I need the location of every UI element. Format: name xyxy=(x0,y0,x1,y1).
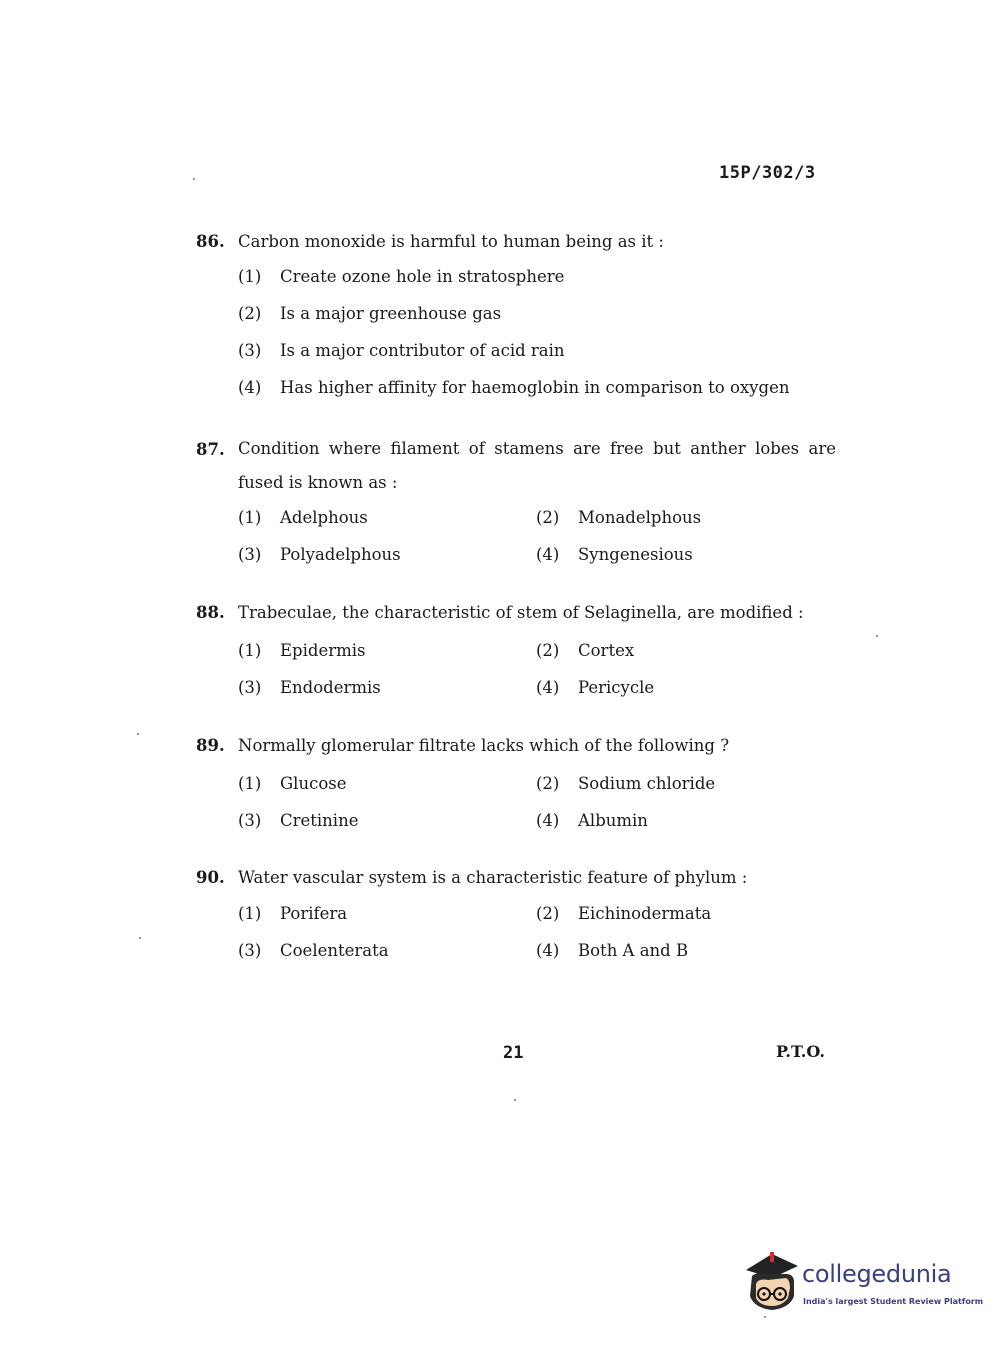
question-text: Water vascular system is a characteristic feature of phylum : xyxy=(238,868,748,887)
option-text: Sodium chloride xyxy=(578,773,716,793)
scan-speck xyxy=(137,733,139,735)
question-number: 88. xyxy=(196,603,225,622)
option-text: Glucose xyxy=(280,773,347,793)
option-text: Cortex xyxy=(578,640,635,660)
question-text: Carbon monoxide is harmful to human being as it : xyxy=(238,232,664,251)
options-grid xyxy=(238,508,836,582)
option-number: (2) xyxy=(238,303,262,323)
option-text: Is a major contributor of acid rain xyxy=(280,340,565,360)
option-text: Has higher affinity for haemoglobin in comparison to oxygen xyxy=(280,377,790,397)
option-number: (4) xyxy=(536,940,560,960)
question-number: 90. xyxy=(196,868,225,887)
scan-speck xyxy=(139,937,141,939)
question-86 xyxy=(196,232,836,415)
question-number: 87. xyxy=(196,440,225,459)
question-text: Trabeculae, the characteristic of stem of Selaginella, are modified : xyxy=(238,603,804,622)
option-number: (4) xyxy=(536,810,560,830)
option-text: Both A and B xyxy=(578,940,689,960)
options-grid xyxy=(238,641,836,715)
option-number: (2) xyxy=(536,773,560,793)
option xyxy=(238,304,836,341)
option-number: (2) xyxy=(536,640,560,660)
brand-tagline: India's largest Student Review Platform xyxy=(803,1297,984,1306)
page-number: 21 xyxy=(503,1043,524,1063)
option-text: Syngenesious xyxy=(578,545,693,564)
option xyxy=(536,641,836,678)
option-number: (4) xyxy=(536,545,560,564)
option-text: Epidermis xyxy=(280,640,366,660)
question-text: Condition where filament of stamens are free but anther lobes are fused is known as : xyxy=(238,439,836,492)
option-text: Polyadelphous xyxy=(280,545,401,564)
option-text: Endodermis xyxy=(280,677,381,697)
option xyxy=(238,545,536,582)
option xyxy=(536,545,836,582)
option xyxy=(536,678,836,715)
option xyxy=(238,811,536,848)
option-number: (4) xyxy=(536,677,560,697)
option-text: Monadelphous xyxy=(578,508,702,527)
option xyxy=(238,267,836,304)
option xyxy=(536,811,836,848)
option xyxy=(238,641,536,678)
option-number: (2) xyxy=(536,903,560,923)
option-text: Albumin xyxy=(578,810,648,830)
option xyxy=(238,904,536,941)
option-number: (3) xyxy=(238,810,262,830)
options-grid xyxy=(238,774,836,848)
option-number: (1) xyxy=(238,640,262,660)
question-89 xyxy=(196,736,836,848)
option-number: (1) xyxy=(238,266,262,286)
question-number: 89. xyxy=(196,736,225,755)
scan-speck xyxy=(193,178,195,180)
option xyxy=(536,774,836,811)
scan-speck xyxy=(876,635,878,637)
option-number: (1) xyxy=(238,903,262,923)
option xyxy=(238,341,836,378)
option xyxy=(536,508,836,545)
option-number: (3) xyxy=(238,340,262,360)
question-number: 86. xyxy=(196,232,225,251)
option-text: Adelphous xyxy=(280,508,368,527)
option-text: Coelenterata xyxy=(280,940,389,960)
option-number: (1) xyxy=(238,508,262,527)
scan-speck xyxy=(514,1099,516,1101)
option-number: (3) xyxy=(238,545,262,564)
option-number: (2) xyxy=(536,508,560,527)
option-text: Pericycle xyxy=(578,677,655,697)
question-text: Normally glomerular filtrate lacks which of the following ? xyxy=(238,736,730,755)
option xyxy=(238,941,536,978)
option-text: Create ozone hole in stratosphere xyxy=(280,266,565,286)
option xyxy=(238,678,536,715)
option-text: Is a major greenhouse gas xyxy=(280,303,502,323)
options-list xyxy=(238,267,836,415)
pto-label: P.T.O. xyxy=(776,1042,825,1061)
mascot-icon xyxy=(742,1248,802,1318)
option xyxy=(238,774,536,811)
question-87 xyxy=(196,440,836,582)
option-text: Cretinine xyxy=(280,810,359,830)
option-number: (4) xyxy=(238,377,262,397)
options-grid xyxy=(238,904,836,978)
option xyxy=(536,904,836,941)
paper-code: 15P/302/3 xyxy=(719,163,816,183)
option-number: (3) xyxy=(238,940,262,960)
option-number: (1) xyxy=(238,773,262,793)
option-text: Eichinodermata xyxy=(578,903,712,923)
option xyxy=(536,941,836,978)
option-number: (3) xyxy=(238,677,262,697)
brand-name: collegedunia xyxy=(802,1260,952,1288)
question-90 xyxy=(196,868,836,978)
question-88 xyxy=(196,603,836,715)
collegedunia-watermark xyxy=(742,1248,984,1318)
option xyxy=(238,378,836,415)
option-text: Porifera xyxy=(280,903,348,923)
option xyxy=(238,508,536,545)
